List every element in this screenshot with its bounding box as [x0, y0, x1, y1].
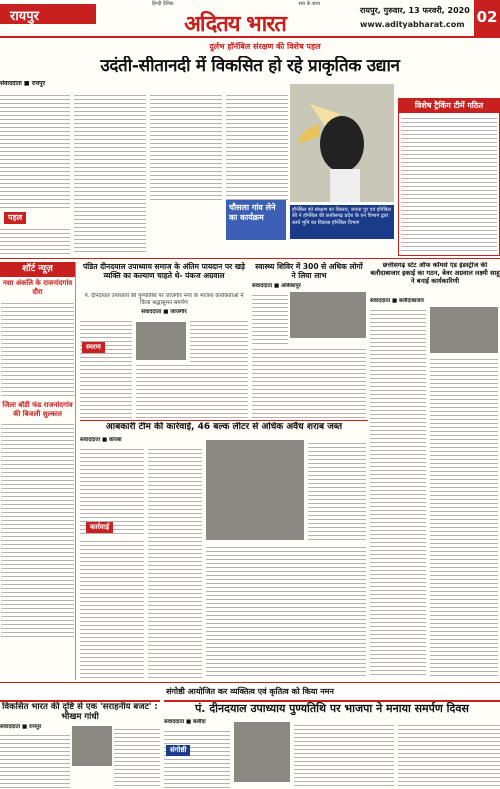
hornbill-icon [290, 84, 394, 202]
short-news-subhead: नशा अंकलि के राजनांदगांव दौरा [2, 279, 73, 296]
bottom-right-headline-box [164, 700, 500, 718]
strip-banner [0, 682, 500, 698]
page-number: 02 [474, 0, 500, 36]
short-news-subhead2: जिला बॉडी फंड राजनांदगांव की बिजली शुल्कात [2, 400, 73, 418]
divider [0, 258, 500, 259]
short-news-text2 [0, 420, 75, 640]
story2-byline-box [80, 309, 248, 317]
story3-text2 [252, 346, 366, 418]
story3-byline: संवाददाता ■ अंबिकापुर [252, 283, 301, 289]
bottom-left-headline-box [0, 700, 160, 724]
hornbill-photo [290, 84, 394, 202]
story2-byline: संवाददाता ■ जांजगीर [141, 309, 187, 315]
city-label: रायपुर [0, 4, 96, 24]
story3-photo [290, 292, 366, 338]
lead-kicker-box [100, 42, 430, 54]
photo-caption: हॉर्नबिल को संरक्षण का विस्तार, जनता पुर एवं हॉर्नबिल की ने हॉर्नबिल की छत्तीसगढ़ प्रदेश के वन विभाग द्वारा कार्य भूमि का विकास हॉर्नबिल विभाग [290, 205, 394, 239]
website: www.adityabharat.com [360, 20, 465, 29]
story4-photo [430, 307, 498, 353]
story5-text1b [80, 538, 144, 678]
right-box [398, 98, 500, 256]
logo-title: अदितय भारत [184, 11, 286, 37]
lead-tag: पहल [4, 212, 26, 224]
lead-text-col3 [150, 92, 222, 200]
story5-byline: संवाददाता ■ कोरबा [80, 437, 122, 443]
lead-text-col4 [226, 92, 288, 200]
bottom-left-byline: संवाददाता ■ रायपुर [0, 724, 42, 730]
lead-text-col1b [0, 226, 70, 254]
story2-headline: पंडित दीनदयाल उपाध्याय समाज के अंतिम पायदान पर खड़े व्यक्ति का कल्याण चाहते थे- पंकज अग्रवाल [83, 262, 245, 280]
story5-byline-box [80, 437, 200, 445]
right-box-title: विशेष ट्रैकिंग टीमें गठित [399, 99, 499, 113]
right-box-text [399, 113, 499, 253]
story3-headline-box [252, 262, 366, 282]
bottom-right-text1 [164, 728, 230, 789]
story5-text4 [308, 440, 366, 540]
story5-photo [206, 440, 304, 540]
logo-tagline-right: सच के साथ [298, 1, 320, 7]
masthead [0, 0, 500, 38]
lead-kicker: दुर्लभ हॉर्नबिल संरक्षण की विशेष पहल [209, 42, 321, 51]
bottom-left-headline: विकसित भारत की दृष्टि से एक 'सराहनीय बजट' : भीखम गांधी [2, 702, 158, 723]
story4-text2 [430, 356, 498, 678]
story2-sub: पं. दीनदयाल उपाध्याय की पुण्यतिथि पर जांजगीर नगर के भाजपा कार्यकर्ताओं ने किया श्रद्धासुमन समर्पण [84, 293, 244, 306]
bottom-right-headline: पं. दीनदयाल उपाध्याय पुण्यतिथि पर भाजपा ने मनाया समर्पण दिवस [195, 702, 469, 715]
strip-text: संगोष्ठी आयोजित कर व्यक्तित्व एवं कृतित्व को किया नमन [166, 687, 334, 696]
bottom-left-text1 [0, 732, 70, 789]
story5-tag: कार्रवाई [86, 522, 113, 533]
bottom-right-text3 [398, 722, 500, 789]
bottom-left-byline-box [0, 724, 60, 732]
story2-tag: स्मरण [82, 342, 105, 353]
story3-headline: स्वास्थ्य शिविर में 300 से अधिक लोगों ने लिया लाभ [255, 262, 363, 280]
story2-headline-box [80, 262, 248, 292]
story4-byline-box [370, 298, 500, 306]
story5-text2 [148, 446, 202, 678]
story4-headline: छत्तीसगढ़ स्टेट ऑफ कॉमर्स एंड इंडस्ट्रीज की बलौदाबाजार इकाई का गठन, बेवर अग्रवाल लक्ष्मी साहू ने बनाई कार्यकारिणी [370, 262, 500, 285]
story5-text3 [206, 544, 366, 678]
bottom-right-byline: संवाददाता ■ बलौदा [164, 719, 206, 725]
story2-text3 [190, 318, 248, 362]
story2-photo [136, 322, 186, 360]
story4-byline: संवाददाता ■ बलौदाबाजार [370, 298, 425, 304]
lead-byline-box [0, 80, 130, 90]
dateline: रायपुर, गुरुवार, 13 फरवरी, 2020 [360, 6, 470, 15]
short-news-title: शॉर्ट न्यूज़ [0, 262, 75, 277]
short-news-text1 [0, 299, 75, 399]
story3-byline-box [252, 283, 366, 291]
bottom-right-photo [234, 722, 290, 782]
bottom-right-tag: संगोष्ठी [166, 745, 190, 756]
divider-story5 [80, 420, 368, 421]
story2-sub-box [80, 293, 248, 309]
story3-text1 [252, 292, 288, 344]
story4-headline-box [370, 262, 500, 298]
lead-headline-box [0, 56, 500, 78]
short-news-column [0, 262, 76, 680]
bottom-right-text2 [294, 722, 394, 789]
newspaper-logo [150, 1, 320, 37]
lead-headline: उदंती-सीतानदी में विकसित हो रहे प्राकृतिक उद्यान [100, 56, 400, 76]
lead-text-col1 [0, 92, 70, 210]
story2-text2 [136, 362, 248, 418]
lead-byline: संवाददाता ■ रायपुर [0, 80, 46, 87]
story5-headline-box [80, 422, 368, 436]
lead-text-col2 [74, 92, 146, 254]
bottom-left-photo [72, 726, 112, 766]
photo-tag: चौसला गांव लेने का कार्यक्रम [226, 200, 286, 240]
story2-text1 [80, 318, 132, 418]
logo-tagline-left: हिन्दी दैनिक [152, 1, 174, 7]
story4-text1 [370, 307, 426, 677]
bottom-left-text2 [114, 726, 160, 789]
story5-headline: आबकारी टीम की कार्रवाई, 46 बल्क लीटर से अधिक अवैध शराब जब्त [105, 422, 343, 432]
